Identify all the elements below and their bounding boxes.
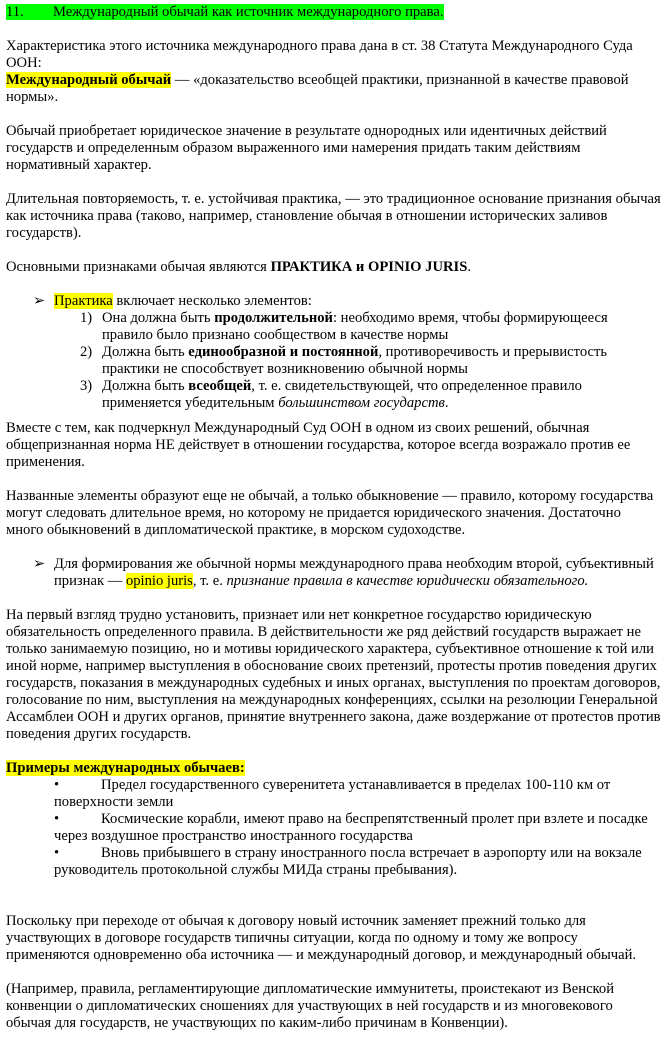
- list-item: 2) Должна быть единообразной и постоянной, противоречивость и прерывистость практики не способствует возникновению обычной нормы: [80, 344, 607, 377]
- term-practice: Практика: [54, 293, 113, 309]
- paragraph-statute-intro: Характеристика этого источника международного права дана в ст. 38 Статута Международного Суда ООН:: [6, 38, 633, 71]
- document-page: [6, 4, 661, 1032]
- list-item: 3) Должна быть всеобщей, т. е. свидетельствующей, что определенное правило применяется убедительным большинством государств.: [80, 378, 582, 411]
- term-international-custom: Международный обычай: [6, 72, 172, 88]
- arrow-bullet-icon: ➢: [33, 556, 46, 572]
- bullet-dot-icon: •: [54, 777, 60, 793]
- paragraph-long-repetition: Длительная повторяемость, т. е. устойчивая практика, — это традиционное основание признания обычая как источника права (таково, например, становление обычая в отношении исторических заливов государств).: [6, 191, 661, 241]
- paragraph-recognition: На первый взгляд трудно установить, признает или нет конкретное государство юридическую обязательность определенного правила. В действительности же ряд действий государств выражает не только занимаемую позицию, но и мотивы юридического характера, субъективное отношение к той или иной норме, например выступления в обоснование своих претензий, протесты против поведения других государств, показания в международных судебных и иных органах, выступления по проектам договоров, голосование по ним, выступления на международных конференциях, ссылки на резолюции Генеральной Ассамблеи ООН и других органов, принятие внутреннего закона, даже воздержание от протестов против поведения других государств.: [6, 607, 661, 742]
- section-title-text: Международный обычай как источник международного права.: [53, 4, 444, 20]
- list-item: • Предел государственного суверенитета устанавливается в пределах 100-110 км от поверхности земли: [54, 777, 611, 810]
- arrow-bullet-icon: ➢: [33, 293, 46, 309]
- paragraph-legal-meaning: Обычай приобретает юридическое значение в результате однородных или идентичных действий государств и определенным образом выраженного ими намерения придать таким действиям нормативный характер.: [6, 123, 607, 173]
- practice-bullet: ➢ Практика включает несколько элементов:: [33, 293, 312, 309]
- paragraph-custom-definition: Международный обычай — «доказательство всеобщей практики, признанной в качестве правовой нормы».: [6, 72, 629, 105]
- section-title: [6, 4, 661, 21]
- paragraph-main-features: Основными признаками обычая являются ПРАКТИКА и OPINIO JURIS.: [6, 259, 471, 275]
- list-item: • Космические корабли, имеют право на беспрепятственный пролет при взлете и посадке через воздушное пространство иностранного государства: [54, 811, 648, 844]
- paragraph-example-immunities: (Например, правила, регламентирующие дипломатические иммунитеты, проистекают из Венской конвенции о дипломатических сношениях для участвующих в ней государств и из многовекового обычая для государств, не участвующих по каким-либо причинам в Конвенции).: [6, 981, 615, 1031]
- examples-heading: Примеры международных обычаев:: [6, 760, 245, 776]
- term-opinio-juris: opinio juris: [125, 573, 193, 589]
- bullet-dot-icon: •: [54, 845, 60, 861]
- practice-elements-list: [6, 310, 661, 412]
- opinio-bullet: ➢ Для формирования же обычной нормы международного права необходим второй, субъективный признак — opinio juris, т. е. признание правила в качестве юридически обязательного.: [33, 556, 654, 589]
- paragraph-usage: Названные элементы образуют еще не обычай, а только обыкновение — правило, которому государства могут следовать длительное время, но которому не придается юридического значения. Достаточно много обыкновений в дипломатической практике, в морском судоходстве.: [6, 488, 654, 538]
- list-item: 1) Она должна быть продолжительной: необходимо время, чтобы формирующееся правило было признано сообществом в качестве нормы: [80, 310, 608, 343]
- features-bold: ПРАКТИКА и OPINIO JURIS: [270, 259, 468, 275]
- bullet-dot-icon: •: [54, 811, 60, 827]
- section-number: 11.: [6, 4, 24, 20]
- examples-list: [6, 777, 661, 879]
- paragraph-treaty-transition: Поскольку при переходе от обычая к договору новый источник заменяет прежний только для участвующих в договоре государств типичны ситуации, когда по одному и тому же вопросу применяются одновременно оба источника — и международный договор, и международный обычай.: [6, 913, 637, 963]
- list-item: • Вновь прибывшего в страну иностранного посла встречает в аэропорту или на вокзале руководитель протокольной службы МИДа страны пребывания).: [54, 845, 642, 878]
- paragraph-icj-decision: Вместе с тем, как подчеркнул Международный Суд ООН в одном из своих решений, обычная общепризнанная норма НЕ действует в отношении государства, которое всегда возражало против ее применения.: [6, 420, 631, 470]
